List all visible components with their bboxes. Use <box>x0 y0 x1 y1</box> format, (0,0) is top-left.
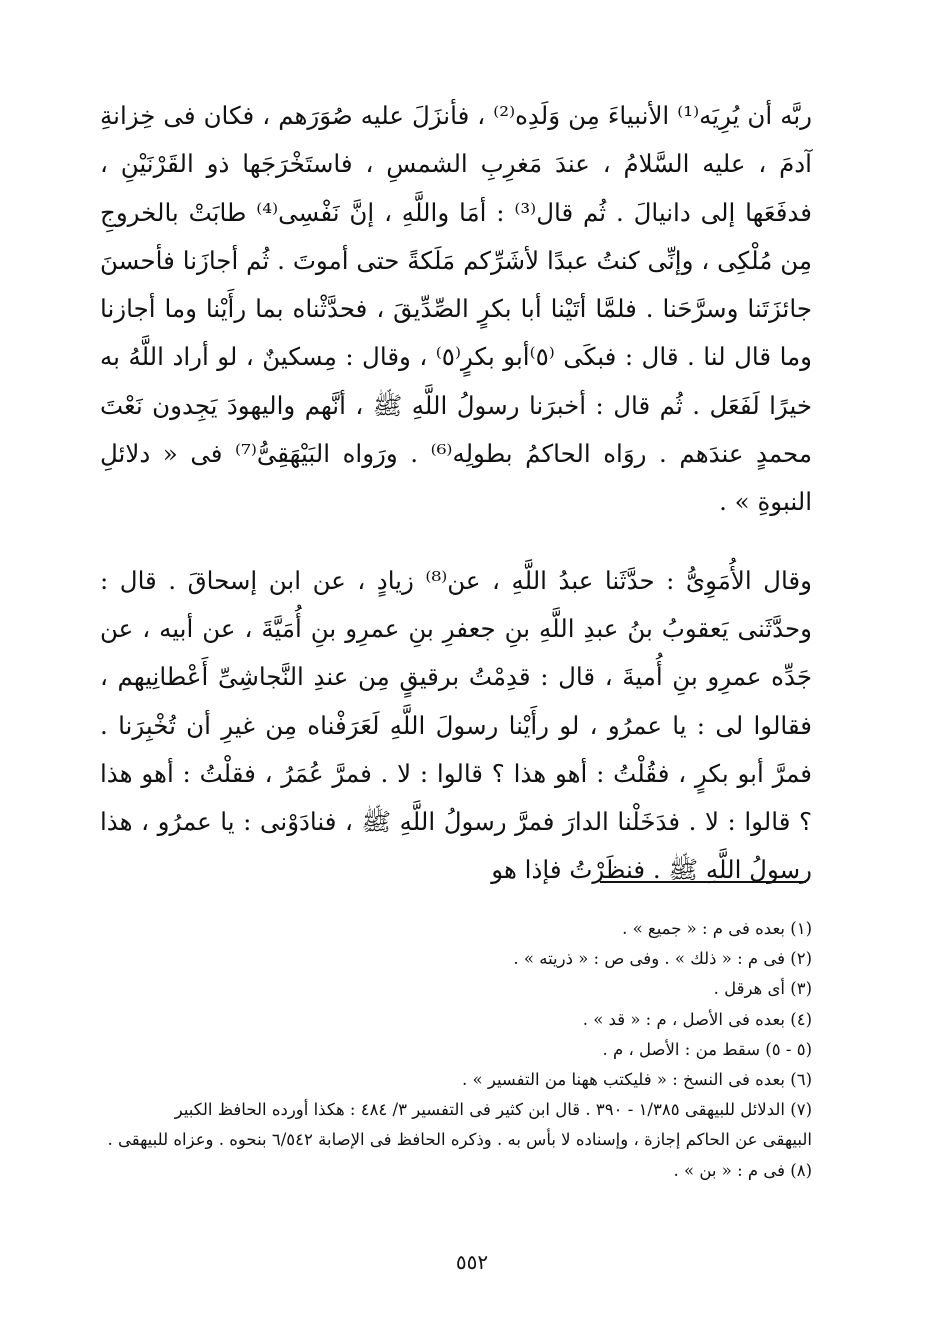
footnote-3: (٣) أى هرقل . <box>713 979 812 999</box>
footnote-7-continued: البيهقى عن الحاكم إجازة ، وإسناده لا بأس به . وذكره الحافظ فى الإصابة ٦/٥٤٢ بنحوه . وعزاه للبيهقى . <box>107 1130 812 1150</box>
footnote-7: (٧) الدلائل للبيهقى ١/٣٨٥ - ٣٩٠ . قال ابن كثير فى التفسير ٣/ ٤٨٤ : هكذا أورده الحافظ الكبير <box>174 1100 812 1120</box>
paragraph-gap <box>100 527 812 557</box>
footnote-5: (٥ - ٥) سقط من : الأصل ، م . <box>602 1039 812 1059</box>
footnote-4: (٤) بعده فى الأصل ، م : « قد » . <box>582 1009 812 1029</box>
footnotes <box>100 914 812 1186</box>
paragraph-2: وقال الأُمَوِىُّ : حدَّثَنا عبدُ اللَّهِ ، عن⁽⁸⁾ زيادٍ ، عن ابن إسحاقَ . قال : وحدَّثَنى يَعقوبُ بنُ عبدِ اللَّهِ بنِ جعفرِ بنِ عمرِو بنِ أُمَيَّةَ ، عن أبيه ، عن جَدِّه عمرِو بنِ أُميةَ ، قال : قدِمْتُ برقيقٍ مِن عندِ النَّجاشِىِّ أَعْطانِيهم ، فقالوا لى : يا عمرُو ، لو رأَيْنا رسولَ اللَّهِ لَعَرَفْناه مِن غيرِ أن تُخْبِرَنا . فمرَّ أبو بكرٍ ، فقُلْتُ : أهو هذا ؟ قالوا : لا . فمرَّ عُمَرُ ، فقلْتُ : أهو هذا ؟ قالوا : لا . فدَخَلْنا الدارَ فمرَّ رسولُ اللَّهِ ﷺ ، فنادَوْنى : يا عمرُو ، هذا رسولُ اللَّهِ ﷺ . فنظَرْتُ فإذا هو <box>100 565 812 885</box>
page-number: ٥٥٢ <box>455 1250 489 1274</box>
footnote-divider <box>600 881 806 883</box>
footnote-8: (٨) فى م : « بن » . <box>673 1160 812 1180</box>
paragraph-1: ربَّه أن يُرِيَه⁽¹⁾ الأنبياءَ مِن وَلَدِه⁽²⁾ ، فأنزَلَ عليه صُوَرَهم ، فكان فى خِزانةِ آدمَ ، عليه السَّلامُ ، عندَ مَغرِبِ الشمسِ ، فاستَخْرَجَها ذو القَرْنَيْنِ ، فدفَعَها إلى دانيالَ . ثُم قال⁽³⁾ : أمَا واللَّهِ ، إنَّ نَفْسِى⁽⁴⁾ طابَتْ بالخروجِ مِن مُلْكِى ، وإنِّى كنتُ عبدًا لأشَرِّكم مَلَكةً حتى أموتَ . ثُم أجازَنا فأحسنَ جائزَتَنا وسرَّحَنا . فلمَّا أتَيْنا أبا بكرٍ الصِّدِّيقَ ، فحدَّثْناه بما رأَيْنا وما أجازنا وما قال لنا . قال : فبكَى ⁽٥⁾أبو بكرٍ⁽٥⁾ ، وقال : مِسكينٌ ، لو أراد اللَّهُ به خيرًا لَفَعَل . ثُم قال : أخبرَنا رسولُ اللَّهِ ﷺ ، أنَّهم واليهودَ يَجِدون نَعْتَ محمدٍ عندَهم . روَاه الحاكمُ بطولِه⁽⁶⁾ . ورَواه البَيْهَقِىُّ⁽⁷⁾ فى « دلائلِ النبوةِ » . <box>100 101 812 517</box>
main-text <box>100 92 812 895</box>
footnote-1: (١) بعده فى م : « جميع » . <box>622 919 812 938</box>
footnote-2: (٢) فى م : « ذلك » . وفى ص : « ذريته » . <box>513 949 812 969</box>
footnote-6: (٦) بعده فى النسخ : « فليكتب ههنا من التفسير » . <box>462 1070 812 1090</box>
